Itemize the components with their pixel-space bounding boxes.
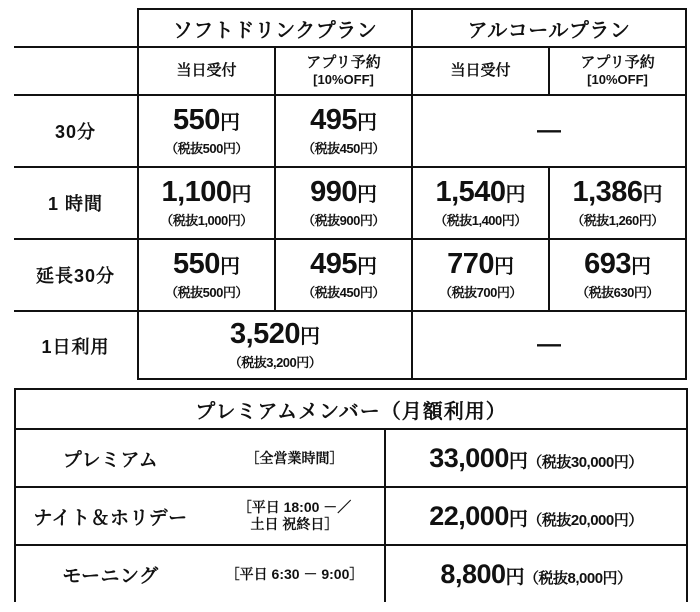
- price-value: 1,100円: [161, 176, 252, 209]
- subheader-soft-app: [275, 47, 412, 95]
- price-tax-excluded: （税抜1,000円）: [160, 212, 253, 228]
- price-tax-excluded: （税抜450円）: [302, 284, 385, 300]
- price-cell-alcohol-30min-unavailable: —: [412, 95, 686, 167]
- subheader-alc-app: [549, 47, 686, 95]
- price-value: 1,540円: [435, 176, 526, 209]
- price-value: 495円: [310, 104, 377, 137]
- plan-header-alcohol: アルコールプラン: [412, 9, 686, 47]
- price-value: 3,520円: [229, 318, 321, 351]
- price-cell-soft-sameday-1hour: [138, 167, 275, 239]
- price-cell-soft-app-30min: [275, 95, 412, 167]
- price-tax-excluded: （税抜500円）: [165, 140, 248, 156]
- plan-header-soft-drink: ソフトドリンクプラン: [138, 9, 412, 47]
- price-value: 770円: [447, 248, 514, 281]
- subheader-label: アプリ予約: [580, 53, 655, 71]
- price-value: 1,386円: [572, 176, 663, 209]
- price-cell-soft-app-ext: [275, 239, 412, 311]
- price-value: 22,000: [429, 500, 509, 531]
- price-value: 33,000: [429, 442, 509, 473]
- price-tax-excluded: （税抜450円）: [302, 140, 385, 156]
- row-label-1hour: 1 時間: [14, 167, 138, 239]
- row-label-all-day: 1日利用: [14, 311, 138, 379]
- premium-plan-name: ナイト＆ホリデー: [15, 487, 205, 545]
- price-value: 990円: [310, 176, 377, 209]
- price-value: 550円: [173, 104, 240, 137]
- price-value: 8,800: [440, 558, 506, 589]
- row-label-extension-30min: 延長30分: [14, 239, 138, 311]
- premium-plan-hours: ［平日 6:30 － 9:00］: [205, 545, 385, 602]
- subheader-label: 当日受付: [450, 61, 511, 79]
- premium-table: [14, 388, 688, 602]
- subheader-label: 当日受付: [176, 61, 237, 79]
- premium-plan-name: モーニング: [15, 545, 205, 602]
- price-cell-alc-app-1hour: [549, 167, 686, 239]
- subheader-soft-sameday: [138, 47, 275, 95]
- subheader-discount: [10%OFF]: [313, 72, 374, 88]
- price-tax-excluded: （税抜1,400円）: [434, 212, 527, 228]
- subheader-alc-sameday: [412, 47, 549, 95]
- price-tax-excluded: （税抜3,200円）: [228, 354, 322, 370]
- premium-section-title: プレミアムメンバー（月額利用）: [15, 389, 687, 429]
- price-tax-excluded: （税抜500円）: [165, 284, 248, 300]
- price-value: 550円: [173, 248, 240, 281]
- premium-plan-price: 33,000円（税抜30,000円）: [385, 429, 687, 487]
- empty-corner: [14, 9, 138, 47]
- empty-corner-2: [14, 47, 138, 95]
- subheader-label: アプリ予約: [306, 53, 381, 71]
- price-tax-excluded: （税抜1,260円）: [571, 212, 664, 228]
- premium-plan-name: プレミアム: [15, 429, 205, 487]
- table-row: [15, 429, 687, 487]
- premium-plan-price: 22,000円（税抜20,000円）: [385, 487, 687, 545]
- premium-plan-hours-line1: ［平日 18:00 －／: [237, 499, 352, 516]
- premium-title-row: [15, 389, 687, 429]
- table-row: [14, 239, 686, 311]
- price-table: [14, 8, 687, 380]
- price-cell-soft-sameday-30min: [138, 95, 275, 167]
- price-value: 495円: [310, 248, 377, 281]
- row-label-30min: 30分: [14, 95, 138, 167]
- price-cell-soft-sameday-ext: [138, 239, 275, 311]
- subheader-discount: [10%OFF]: [587, 72, 648, 88]
- premium-plan-hours-line2: 土日 祝終日］: [250, 516, 339, 532]
- table-row: [14, 311, 686, 379]
- price-cell-alc-app-ext: [549, 239, 686, 311]
- price-cell-alcohol-all-day-unavailable: —: [412, 311, 686, 379]
- premium-plan-hours: ［全営業時間］: [205, 429, 385, 487]
- price-tax-excluded: （税抜630円）: [576, 284, 659, 300]
- table-row: [15, 545, 687, 602]
- price-cell-alc-sameday-ext: [412, 239, 549, 311]
- price-value: 693円: [584, 248, 651, 281]
- premium-plan-hours: [205, 487, 385, 545]
- table-row: [14, 167, 686, 239]
- price-tax-excluded: （税抜30,000円）: [527, 453, 643, 471]
- subheader-row: [14, 47, 686, 95]
- table-row: [15, 487, 687, 545]
- price-tax-excluded: （税抜20,000円）: [527, 511, 643, 529]
- price-tax-excluded: （税抜900円）: [302, 212, 385, 228]
- table-row: [14, 95, 686, 167]
- price-tax-excluded: （税抜8,000円）: [524, 569, 632, 587]
- premium-plan-price: 8,800円（税抜8,000円）: [385, 545, 687, 602]
- plan-header-row: [14, 9, 686, 47]
- price-cell-soft-all-day: [138, 311, 412, 379]
- price-cell-soft-app-1hour: [275, 167, 412, 239]
- price-cell-alc-sameday-1hour: [412, 167, 549, 239]
- price-tax-excluded: （税抜700円）: [439, 284, 522, 300]
